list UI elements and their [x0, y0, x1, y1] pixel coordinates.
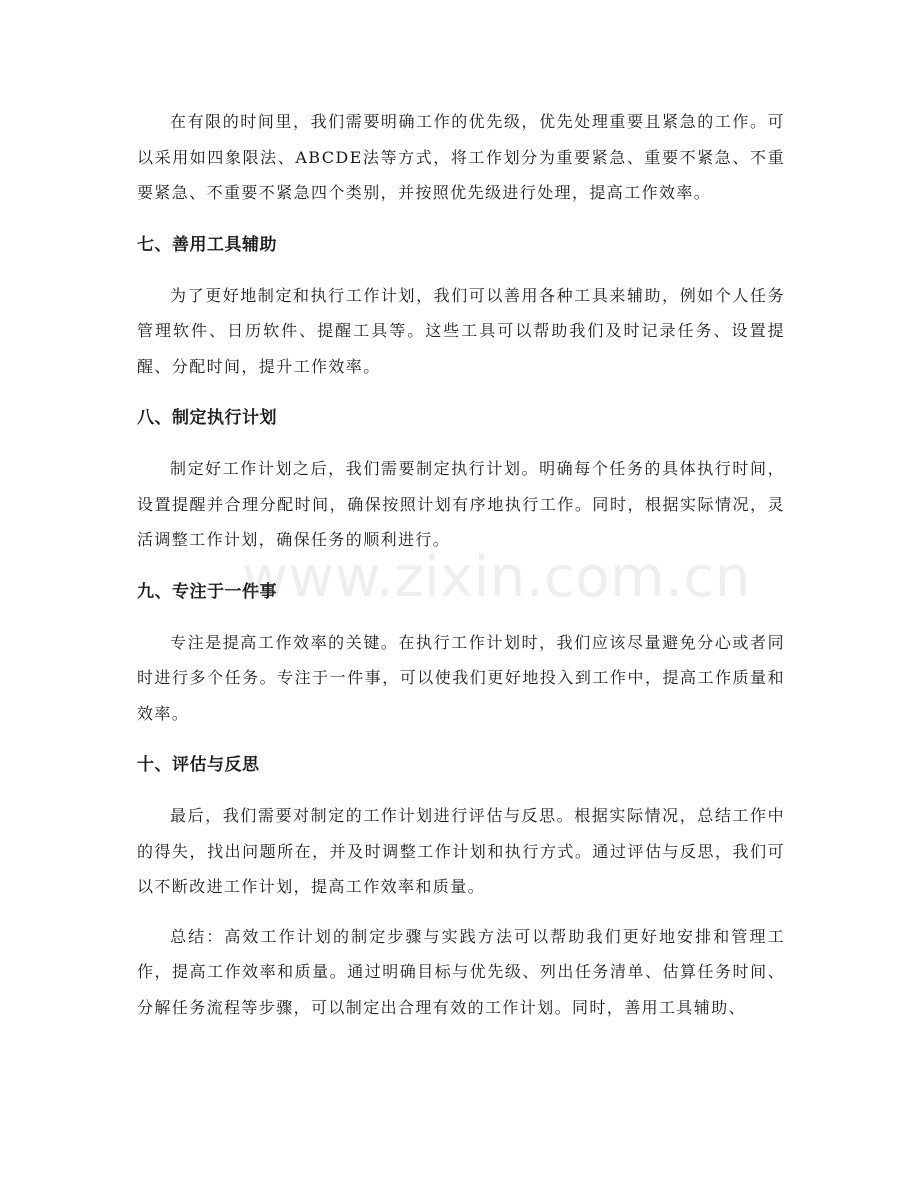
section-heading-focus: 九、专注于一件事	[137, 581, 277, 602]
section-heading-execution-plan: 八、制定执行计划	[137, 408, 277, 428]
section-body-execution-plan: 制定好工作计划之后，我们需要制定执行计划。明确每个任务的具体执行时间，设置提醒并合理分配时间，确保按照计划有序地执行工作。同时，根据实际情况，灵活调整工作计划，确保任务的顺利进行。	[137, 459, 785, 549]
watermark: www.zixin.com.cn	[242, 545, 751, 610]
section-body-focus: 专注是提高工作效率的关键。在执行工作计划时，我们应该尽量避免分心或者同时进行多个任务。专注于一件事，可以使我们更好地投入到工作中，提高工作质量和效率。	[137, 632, 785, 723]
section-heading-tools: 七、善用工具辅助	[137, 234, 277, 255]
section-body-tools: 为了更好地制定和执行工作计划，我们可以善用各种工具来辅助，例如个人任务管理软件、日历软件、提醒工具等。这些工具可以帮助我们及时记录任务、设置提醒、分配时间，提升工作效率。	[137, 285, 785, 376]
intro-paragraph: 在有限的时间里，我们需要明确工作的优先级，优先处理重要且紧急的工作。可以采用如四象限法、ABCDE法等方式，将工作划分为重要紧急、重要不紧急、不重要紧急、不重要不紧急四个类别，并按照优先级进行处理，提高工作效率。	[137, 112, 785, 202]
summary-paragraph: 总结：高效工作计划的制定步骤与实践方法可以帮助我们更好地安排和管理工作，提高工作效率和质量。通过明确目标与优先级、列出任务清单、估算任务时间、分解任务流程等步骤，可以制定出合理有效的工作计划。同时，善用工具辅助、	[137, 926, 785, 1017]
section-body-review: 最后，我们需要对制定的工作计划进行评估与反思。根据实际情况，总结工作中的得失，找出问题所在，并及时调整工作计划和执行方式。通过评估与反思，我们可以不断改进工作计划，提高工作效率和质量。	[137, 806, 785, 896]
section-heading-review: 十、评估与反思	[137, 755, 260, 775]
document-body	[137, 104, 785, 1025]
